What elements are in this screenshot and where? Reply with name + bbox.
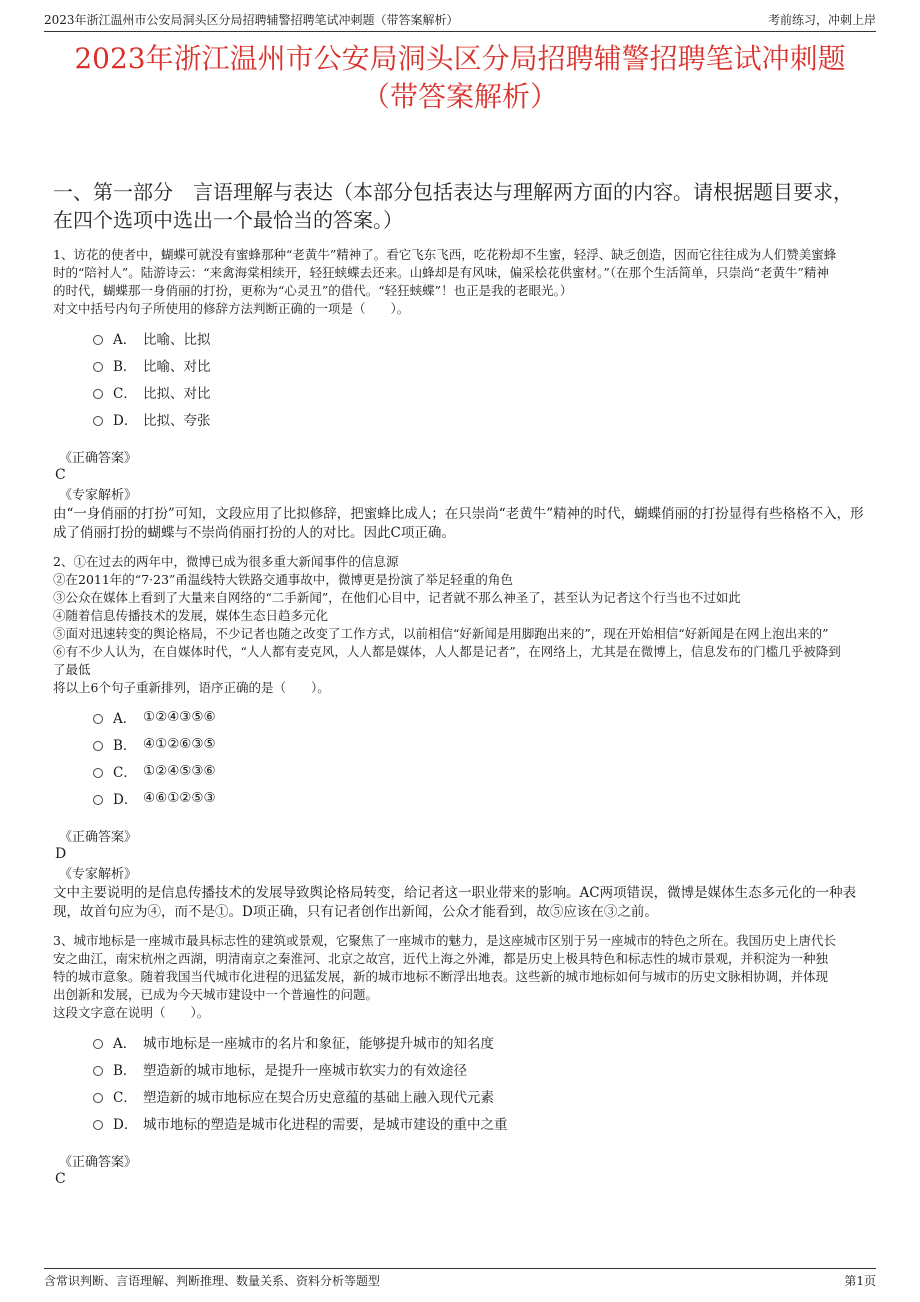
option-text: ①②④⑤③⑥: [143, 762, 216, 779]
answer-label: 《正确答案》: [59, 830, 138, 845]
footer-note: 含常识判断、言语理解、判断推理、数量关系、资料分析等题型: [44, 1274, 381, 1288]
radio-icon[interactable]: [93, 362, 103, 372]
question-line: ③公众在媒体上看到了大量来自网络的“二手新闻”，在他们心目中，记者就不那么神圣了，甚至认为记者这个行当也不过如此: [53, 590, 741, 605]
title-line-2: （带答案解析）: [361, 80, 558, 113]
option-letter: D．: [113, 791, 138, 808]
option-text: 塑造新的城市地标，是提升一座城市软实力的有效途径: [143, 1062, 467, 1079]
question-line: 了最低: [53, 662, 91, 677]
question-line: 1、访花的使者中，蝴蝶可就没有蜜蜂那种“老黄牛”精神了。看它飞东飞西，吃花粉却不生蜜，轻浮、缺乏创造，因而它往往成为人们赞美蜜蜂: [53, 247, 837, 262]
question-prompt: 这段文字意在说明（ ）。: [53, 1005, 210, 1020]
option-d[interactable]: [93, 784, 870, 811]
question-line: 时的“陪衬人”。陆游诗云：“来禽海棠相续开，轻狂蛱蝶去还来。山蜂却是有风味，偏采桧花供蜜材。”（在那个生活简单，只崇尚“老黄牛”精神: [53, 265, 829, 280]
radio-icon[interactable]: [93, 335, 103, 345]
option-text: 比拟、对比: [143, 385, 211, 402]
question-line: ④随着信息传播技术的发展，媒体生态日趋多元化: [53, 608, 329, 623]
header-title: 2023年浙江温州市公安局洞头区分局招聘辅警招聘笔试冲刺题（带答案解析）: [44, 13, 459, 27]
explanation-label: 《专家解析》: [59, 867, 138, 882]
explanation-text: 由“一身俏丽的打扮”可知，文段应用了比拟修辞，把蜜蜂比成人；在只崇尚“老黄牛”精神的时代，蝴蝶俏丽的打扮显得有些格格不入，形成了俏丽打扮的蝴蝶与不崇尚俏丽打扮的人的对比。因此C项正确。: [53, 506, 864, 541]
option-letter: A．: [113, 710, 137, 727]
answer-label: 《正确答案》: [59, 1155, 138, 1170]
question-line: 3、城市地标是一座城市最具标志性的建筑或景观，它聚焦了一座城市的魅力，是这座城市区别于另一座城市的特色之所在。我国历史上唐代长: [53, 933, 836, 948]
option-text: ④⑥①②⑤③: [143, 789, 216, 806]
question-line: ②在2011年的“7·23”甬温线特大铁路交通事故中，微博更是扮演了举足轻重的角色: [53, 572, 513, 587]
option-text: 比喻、比拟: [143, 331, 211, 348]
option-text: ④①②⑥③⑤: [143, 735, 216, 752]
question-line: ⑥有不少人认为，在自媒体时代，“人人都有麦克风，人人都是媒体，人人都是记者”，在网络上，尤其是在微博上，信息发布的门槛几乎被降到: [53, 644, 841, 659]
option-list: [93, 324, 870, 432]
question-prompt: 将以上6个句子重新排列，语序正确的是（ ）。: [53, 680, 330, 695]
answer-value: C: [55, 1171, 66, 1187]
question-line: 安之曲江，南宋杭州之西湖，明清南京之秦淮河、北京之故宫，近代上海之外滩，都是历史上极具特色和标志性的城市景观，并积淀为一种独: [53, 951, 829, 966]
answer-value: C: [55, 467, 66, 483]
option-b[interactable]: [93, 730, 870, 757]
radio-icon[interactable]: [93, 1039, 103, 1049]
question-line: ⑤面对迅速转变的舆论格局，不少记者也随之改变了工作方式，以前相信“好新闻是用脚跑出来的”，现在开始相信“好新闻是在网上泡出来的”: [53, 626, 829, 641]
option-text: 城市地标是一座城市的名片和象征，能够提升城市的知名度: [143, 1035, 494, 1052]
question-line: 出创新和发展，已成为今天城市建设中一个普遍性的问题。: [53, 987, 379, 1002]
radio-icon[interactable]: [93, 416, 103, 426]
question-block: [53, 932, 870, 1187]
page-footer: [44, 1268, 876, 1290]
explanation-label: 《专家解析》: [59, 488, 138, 503]
option-a[interactable]: [93, 324, 870, 351]
section-heading: 一、第一部分 言语理解与表达（本部分包括表达与理解两方面的内容。请根据题目要求，在四个选项中选出一个最恰当的答案。）: [53, 180, 853, 232]
option-list: [93, 1028, 870, 1136]
radio-icon[interactable]: [93, 389, 103, 399]
title-line-1: 2023年浙江温州市公安局洞头区分局招聘辅警招聘笔试冲刺题: [74, 42, 846, 75]
header-slogan: 考前练习，冲刺上岸: [767, 13, 876, 27]
option-c[interactable]: [93, 757, 870, 784]
radio-icon[interactable]: [93, 741, 103, 751]
radio-icon[interactable]: [93, 1066, 103, 1076]
question-line: 特的城市意象。随着我国当代城市化进程的迅猛发展，新的城市地标不断浮出地表。这些新的城市地标如何与城市的历史文脉相协调，并体现: [53, 969, 829, 984]
option-letter: D．: [113, 1116, 138, 1133]
option-letter: A．: [113, 1035, 137, 1052]
option-d[interactable]: [93, 405, 870, 432]
option-c[interactable]: [93, 378, 870, 405]
option-letter: B．: [113, 737, 137, 754]
explanation-text: 文中主要说明的是信息传播技术的发展导致舆论格局转变，给记者这一职业带来的影响。AC两项错误，微博是媒体生态多元化的一种表现，故首句应为④，而不是①。D项正确，只有记者创作出新闻，公众才能看到，故⑤应该在③之前。: [53, 885, 857, 920]
option-text: 城市地标的塑造是城市化进程的需要，是城市建设的重中之重: [143, 1116, 508, 1133]
option-b[interactable]: [93, 1055, 870, 1082]
option-b[interactable]: [93, 351, 870, 378]
option-a[interactable]: [93, 1028, 870, 1055]
answer-label: 《正确答案》: [59, 451, 138, 466]
option-letter: B．: [113, 1062, 137, 1079]
radio-icon[interactable]: [93, 795, 103, 805]
option-c[interactable]: [93, 1082, 870, 1109]
radio-icon[interactable]: [93, 1093, 103, 1103]
page-header: [44, 10, 876, 32]
option-text: ①②④③⑤⑥: [143, 708, 216, 725]
option-letter: D．: [113, 412, 138, 429]
questions-container: [53, 246, 870, 1197]
radio-icon[interactable]: [93, 768, 103, 778]
page-number: 第1页: [844, 1274, 876, 1288]
option-letter: B．: [113, 358, 137, 375]
question-line: 的时代，蝴蝶那一身俏丽的打扮，更称为“心灵丑”的借代。“轻狂蛱蝶”！也正是我的老眼光。）: [53, 283, 573, 298]
option-list: [93, 703, 870, 811]
question-line: 2、①在过去的两年中，微博已成为很多重大新闻事件的信息源: [53, 554, 399, 569]
radio-icon[interactable]: [93, 1120, 103, 1130]
option-a[interactable]: [93, 703, 870, 730]
option-letter: C．: [113, 1089, 137, 1106]
option-text: 比拟、夸张: [143, 412, 211, 429]
question-block: [53, 553, 870, 922]
option-text: 比喻、对比: [143, 358, 211, 375]
document-title: [30, 40, 890, 116]
radio-icon[interactable]: [93, 714, 103, 724]
option-text: 塑造新的城市地标应在契合历史意蕴的基础上融入现代元素: [143, 1089, 494, 1106]
question-block: [53, 246, 870, 543]
option-letter: C．: [113, 385, 137, 402]
option-letter: C．: [113, 764, 137, 781]
answer-value: D: [55, 846, 67, 862]
question-prompt: 对文中括号内句子所使用的修辞方法判断正确的一项是（ ）。: [53, 301, 410, 316]
option-letter: A．: [113, 331, 137, 348]
option-d[interactable]: [93, 1109, 870, 1136]
